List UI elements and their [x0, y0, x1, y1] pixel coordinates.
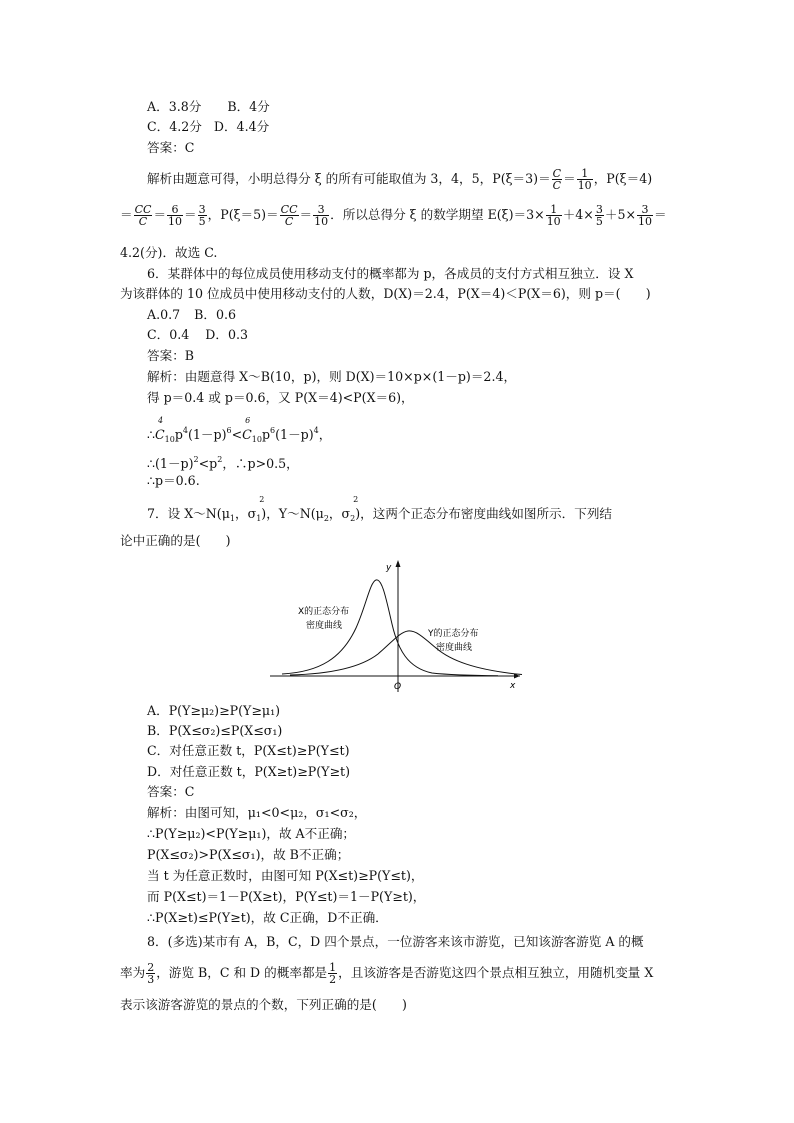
q7-solution-line5: 而 P(X≤t)＝1－P(X≥t)，P(Y≤t)＝1－P(Y≥t)，	[147, 889, 426, 904]
q7-answer: 答案：C	[147, 784, 195, 799]
fraction: $\frac{3}{10}$	[314, 203, 329, 228]
x-curve-label-line2: 密度曲线	[306, 621, 343, 631]
q7-solution-line4: 当 t 为任意正数时，由图可知 P(X≤t)≥P(Y≤t)，	[147, 868, 424, 883]
normal-distribution-figure	[270, 558, 528, 692]
q5-option-a: A．3.8分	[147, 99, 202, 114]
fraction: $\frac{3}{5}$	[198, 203, 206, 228]
y-axis-arrow	[396, 560, 401, 567]
x-curve-label-line1: X的正态分布	[298, 607, 350, 617]
q7-stem-line2: 论中正确的是( )	[120, 533, 231, 548]
fraction: $\frac{1}{10}$	[577, 167, 592, 192]
y-axis-label: y	[386, 563, 392, 573]
q5-solution-line1: 解析由题意可得，小明总得分 ξ 的所有可能取值为 3，4，5，P(ξ＝3)＝ $\frac{C}{C}$ ＝ $\frac{1}{10}$ ，P(ξ＝4)	[147, 167, 653, 192]
q6-stem-line1: 6．某群体中的每位成员使用移动支付的概率都为 p，各成员的支付方式相互独立．设 X	[147, 266, 634, 281]
q7-option-a: A．P(Y≥μ₂)≥P(Y≥μ₁)	[147, 703, 281, 718]
y-density-curve	[290, 631, 522, 675]
q8-stem-line1: 8．(多选)某市有 A，B，C，D 四个景点，一位游客来该市游览，已知该游客游览 A 的概	[147, 934, 644, 949]
q6-option-a: A.0.7	[147, 307, 181, 322]
q6-solution-line5: ∴p＝0.6.	[147, 473, 200, 488]
fraction: $\frac{C}{C}$	[552, 167, 562, 192]
q8-stem-line3: 表示该游客游览的景点的个数，下列正确的是( )	[120, 997, 407, 1012]
q6-option-c: C．0.4	[147, 327, 190, 342]
x-axis-label: x	[510, 681, 516, 691]
q7-option-d: D．对任意正数 t，P(X≥t)≥P(Y≥t)	[147, 764, 350, 779]
q7-solution-line1: 解析：由图可知，μ₁<0<μ₂，σ₁<σ₂，	[147, 805, 367, 820]
q5-option-d: D．4.4分	[213, 119, 270, 134]
y-curve-label-line1: Y的正态分布	[428, 629, 479, 639]
q7-solution-line6: ∴P(X≥t)≤P(Y≥t)，故 C正确，D不正确．	[147, 910, 388, 925]
fraction: $\frac{CC}{C}$	[134, 203, 152, 228]
fraction: $\frac{3}{10}$	[638, 203, 653, 228]
q6-stem-line2: 为该群体的 10 位成员中使用移动支付的人数，D(X)＝2.4，P(X＝4)＜P(X＝6)，则 p＝( )	[120, 286, 651, 301]
y-curve-label-line2: 密度曲线	[436, 643, 473, 653]
fraction: $\frac{CC}{C}$	[280, 203, 298, 228]
origin-label: O	[394, 682, 402, 692]
q7-option-b: B．P(X≤σ₂)≤P(X≤σ₁)	[147, 723, 283, 738]
fraction: $\frac{1}{10}$	[546, 203, 561, 228]
q6-solution-line3: ∴C 4 $_{10}p^4(1-p)^6<C$ 6 $_{10}p^6(1-p)^4$，	[147, 416, 332, 444]
q6-solution-line4: $\therefore(1-p)^2<p^2$，∴p>0.5，	[147, 455, 299, 471]
q6-options-row1	[147, 306, 236, 324]
q6-solution-line2: 得 p＝0.4 或 p＝0.6，又 P(X＝4)<P(X＝6)，	[147, 390, 414, 405]
q5-answer: 答案：C	[147, 140, 195, 155]
fraction: $\frac{2}{3}$	[147, 961, 155, 986]
q6-options-row2	[147, 326, 248, 344]
q6-answer: 答案：B	[147, 348, 195, 363]
fraction: $\frac{1}{2}$	[329, 961, 337, 986]
q6-option-d: D．0.3	[205, 327, 248, 342]
q5-solution-line2: ＝ $\frac{CC}{C}$ ＝ $\frac{6}{10}$ ＝ $\frac{3}{5}$ ，P(ξ＝5)＝ $\frac{CC}{C}$ ＝ $\frac{3}{10}$ ．所以总得分 ξ 的数学期望 E(ξ)＝3× $\frac{1}{10}$ ＋4× $\frac{3}{5}$ ＋5× $\frac{3}{10}$ ＝	[120, 203, 667, 228]
fraction: $\frac{6}{10}$	[168, 203, 183, 228]
q5-options-row2	[147, 118, 269, 136]
q5-option-b: B．4分	[227, 99, 270, 114]
q7-solution-line2: ∴P(Y≥μ₂)<P(Y≥μ₁)，故 A不正确；	[147, 826, 356, 841]
q5-solution-line3: 4.2(分)．故选 C.	[120, 245, 218, 260]
q6-solution-line1: 解析：由题意得 X～B(10，p)，则 D(X)＝10×p×(1－p)＝2.4，	[147, 369, 517, 384]
q8-stem-line2: 率为 $\frac{2}{3}$ ，游览 B，C 和 D 的概率都是 $\frac{1}{2}$ ，且该游客是否游览这四个景点相互独立，用随机变量 X	[120, 961, 654, 986]
q5-options-row1	[147, 98, 270, 116]
fraction: $\frac{3}{5}$	[595, 203, 603, 228]
q7-option-c: C．对任意正数 t，P(X≤t)≥P(Y≤t)	[147, 743, 350, 758]
q7-solution-line3: P(X≤σ₂)>P(X≤σ₁)，故 B不正确；	[147, 847, 350, 862]
q5-option-c: C．4.2分	[147, 119, 202, 134]
q7-stem-line1: 7．设 $X\sim N(\mu_1$，σ 2 $_1$)，$Y\sim N(\mu_2$，σ 2 $_2$)，这两个正态分布密度曲线如图所示．下列结	[147, 495, 613, 523]
q6-option-b: B．0.6	[194, 307, 237, 322]
